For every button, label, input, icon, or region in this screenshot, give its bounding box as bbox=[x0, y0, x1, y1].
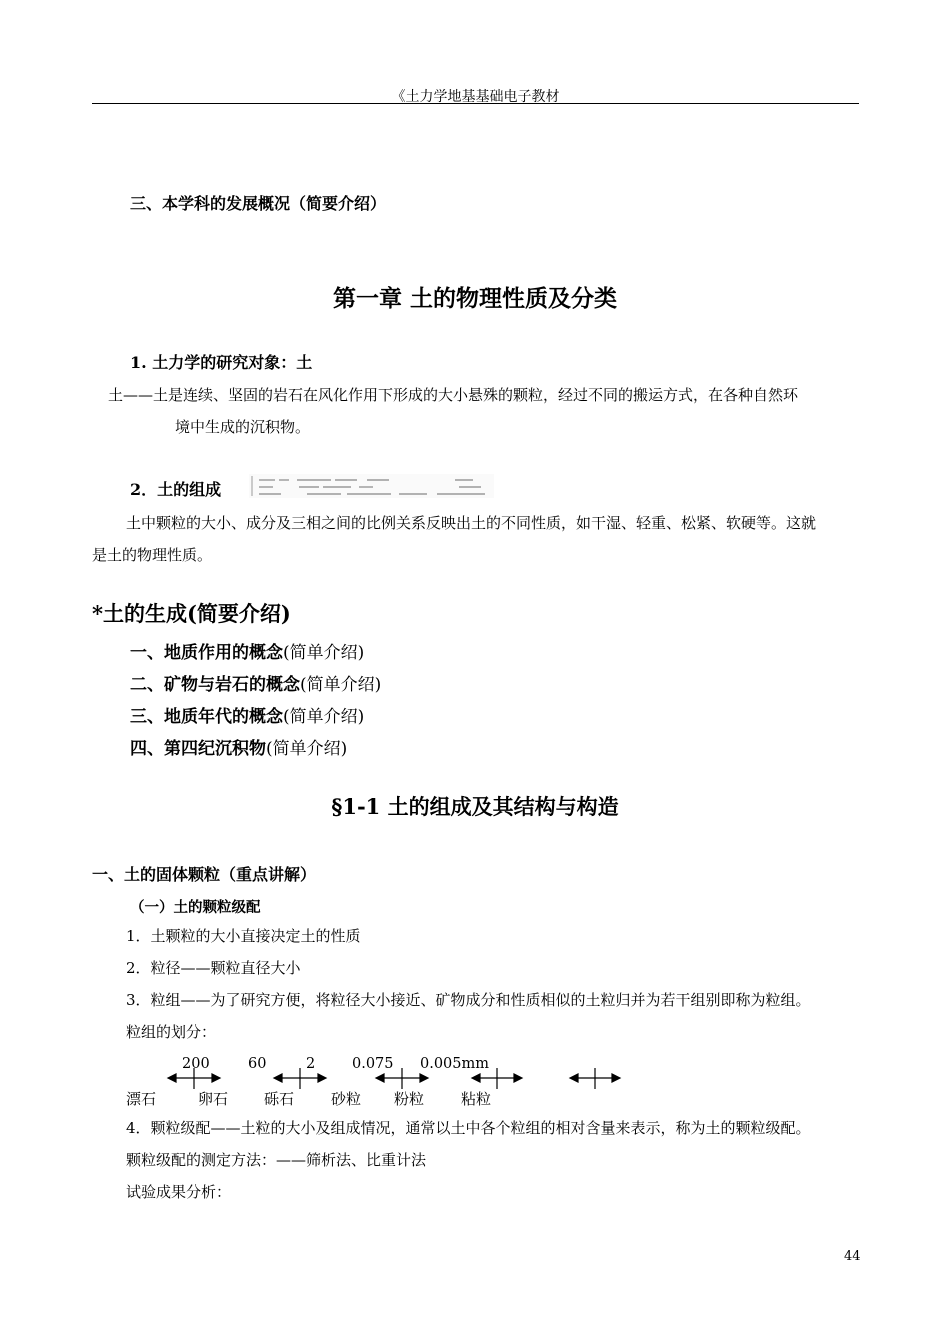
genesis-heading: *土的生成(简要介绍) bbox=[92, 601, 291, 626]
group-label-1: 漂石 bbox=[126, 1090, 157, 1108]
chapter-title: 第一章 土的物理性质及分类 bbox=[332, 285, 617, 312]
intro-heading: 三、本学科的发展概况（简要介绍） bbox=[130, 194, 387, 213]
item2-line2: 是土的物理性质。 bbox=[92, 546, 213, 564]
section-title: §1-1 土的组成及其结构与构造 bbox=[331, 794, 619, 819]
size-label-2: 60 bbox=[248, 1056, 267, 1072]
genesis-item-1-note: (简单介绍) bbox=[283, 643, 365, 663]
solid-after-3: 试验成果分析： bbox=[126, 1183, 232, 1201]
solid-after-1: 4．颗粒级配——土粒的大小及组成情况，通常以土中各个粒组的相对含量来表示，称为土的颗粒级配。 bbox=[126, 1119, 811, 1137]
group-label-3: 砾石 bbox=[264, 1090, 295, 1108]
genesis-item-1-label: 一、地质作用的概念 bbox=[130, 643, 283, 663]
page-number: 44 bbox=[844, 1249, 861, 1264]
item1-line2: 境中生成的沉积物。 bbox=[175, 418, 311, 436]
item2-heading: 2．土的组成 bbox=[130, 480, 222, 499]
solid-line-4: 粒组的划分： bbox=[126, 1023, 217, 1041]
genesis-item-3-label: 三、地质年代的概念 bbox=[130, 707, 283, 727]
genesis-item-4-label: 四、第四纪沉积物 bbox=[130, 739, 266, 759]
solid-subheading: （一）土的颗粒级配 bbox=[130, 899, 261, 916]
page-header-title: 《土力学地基基础电子教材 bbox=[391, 89, 560, 105]
group-label-2: 卵石 bbox=[198, 1090, 229, 1108]
size-label-3: 2 bbox=[306, 1056, 316, 1072]
solid-line-3: 3．粒组——为了研究方便，将粒径大小接近、矿物成分和性质相似的土粒归并为若干组别即称为粒组。 bbox=[126, 991, 811, 1009]
genesis-item-3-note: (简单介绍) bbox=[283, 707, 365, 727]
solid-heading: 一、土的固体颗粒（重点讲解） bbox=[92, 865, 317, 884]
item2-line1: 土中颗粒的大小、成分及三相之间的比例关系反映出土的不同性质，如干湿、轻重、松紧、软硬等。这就 bbox=[126, 514, 817, 532]
solid-after-2: 颗粒级配的测定方法：——筛析法、比重计法 bbox=[126, 1151, 427, 1169]
genesis-item-2-label: 二、矿物与岩石的概念 bbox=[130, 675, 300, 695]
genesis-item-4-note: (简单介绍) bbox=[266, 739, 348, 759]
item1-heading: 1. 土力学的研究对象：土 bbox=[130, 353, 313, 372]
item1-line1: 土——土是连续、坚固的岩石在风化作用下形成的大小悬殊的颗粒，经过不同的搬运方式，在各种自然环 bbox=[108, 386, 799, 404]
group-label-5: 粉粒 bbox=[394, 1090, 425, 1108]
solid-line-2: 2．粒径——颗粒直径大小 bbox=[126, 959, 301, 977]
solid-line-1: 1．土颗粒的大小直接决定土的性质 bbox=[126, 927, 361, 945]
group-label-4: 砂粒 bbox=[331, 1090, 362, 1108]
group-label-6: 粘粒 bbox=[461, 1090, 492, 1108]
size-label-1: 200 bbox=[182, 1056, 210, 1072]
size-label-5: 0.005mm bbox=[420, 1056, 490, 1072]
size-label-4: 0.075 bbox=[352, 1056, 394, 1072]
genesis-item-2-note: (简单介绍) bbox=[300, 675, 382, 695]
